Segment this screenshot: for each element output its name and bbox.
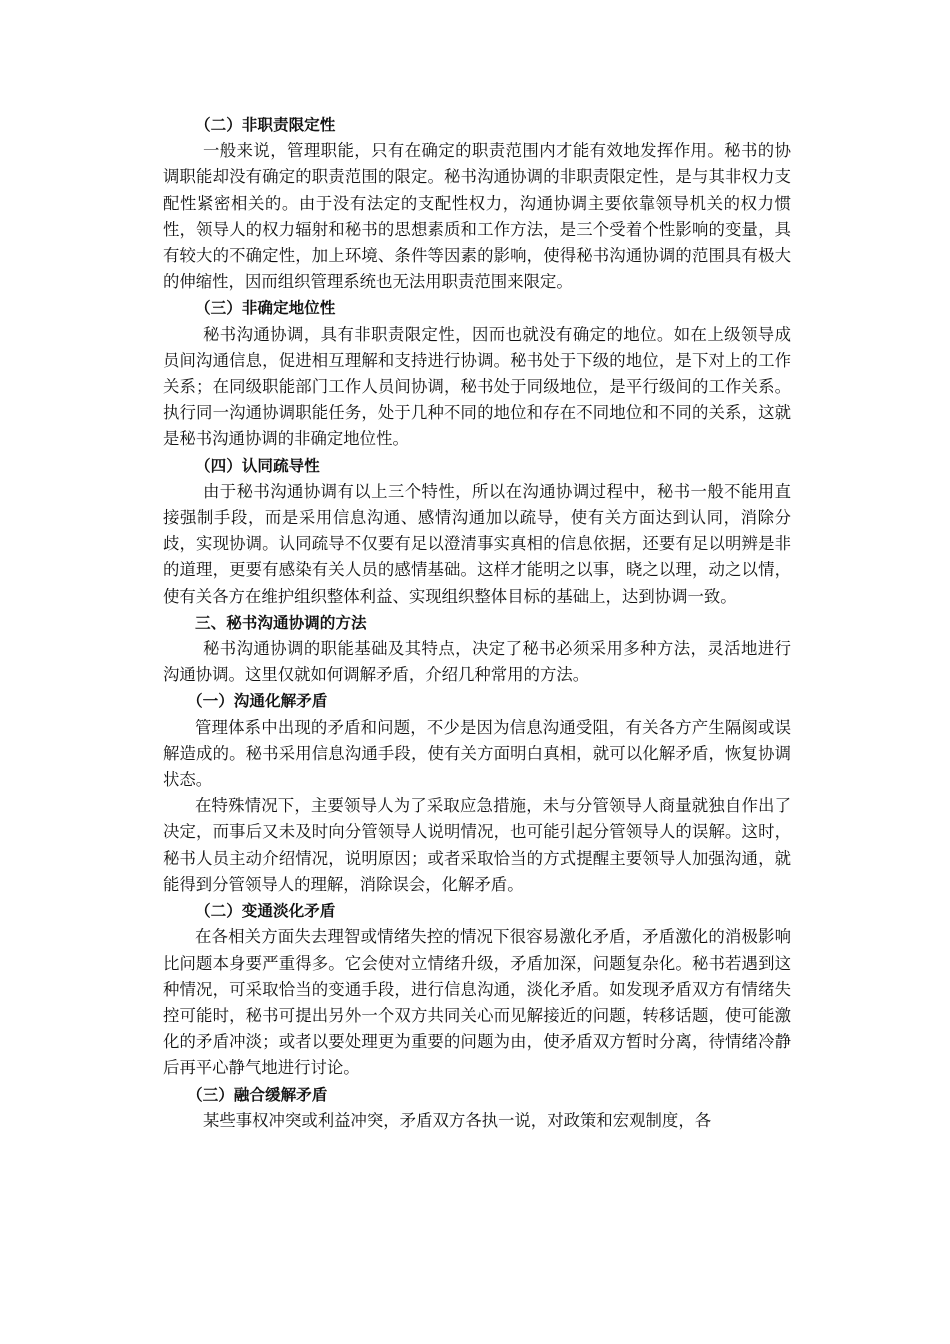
heading-3-non-fixed-position: （三）非确定地位性 [195, 299, 336, 318]
section-heading-methods: 三、秘书沟通协调的方法 [195, 613, 367, 632]
paragraph: 在各相关方面失去理智或情绪失控的情况下很容易激化矛盾，矛盾激化的消极影响比问题本身要严重得多。它会使对立情绪升级，矛盾加深，问题复杂化。秘书若遇到这种情况，可采取恰当的变通手段，进行信息沟通，淡化矛盾。如发现矛盾双方有情绪失控可能时，秘书可提出另外一个双方共同关心而见解接近的问题，转移话题，使可能激化的矛盾冲淡；或者以要处理更为重要的问题为由，使矛盾双方暂时分离，待情绪冷静后再平心静气地进行讨论。 [163, 927, 791, 1078]
heading-1-communication: （一）沟通化解矛盾 [187, 692, 328, 711]
paragraph: 秘书沟通协调，具有非职责限定性，因而也就没有确定的地位。如在上级领导成员间沟通信息，促进相互理解和支持进行协调。秘书处于下级的地位，是下对上的工作关系；在同级职能部门工作人员间协调，秘书处于同级地位，是平行级间的工作关系。执行同一沟通协调职能任务，处于几种不同的地位和存在不同地位和不同的关系，这就是秘书沟通协调的非确定地位性。 [163, 324, 791, 449]
document-page [163, 112, 791, 1134]
heading-3-fusion: （三）融合缓解矛盾 [187, 1085, 328, 1104]
heading-4-recognition-guidance: （四）认同疏导性 [195, 456, 320, 475]
heading-2-flexibility: （二）变通淡化矛盾 [195, 902, 336, 921]
paragraph: 在特殊情况下，主要领导人为了采取应急措施，未与分管领导人商量就独自作出了决定，而事后又未及时向分管领导人说明情况，也可能引起分管领导人的误解。这时，秘书人员主动介绍情况，说明原因；或者采取恰当的方式提醒主要领导人加强沟通，就能得到分管领导人的理解，消除误会，化解矛盾。 [163, 796, 791, 894]
heading-2-non-responsibility: （二）非职责限定性 [195, 116, 336, 134]
paragraph: 管理体系中出现的矛盾和问题，不少是因为信息沟通受阻，有关各方产生隔阂或误解造成的。秘书采用信息沟通手段，使有关方面明白真相，就可以化解矛盾，恢复协调状态。 [163, 717, 791, 790]
paragraph: 某些事权冲突或利益冲突，矛盾双方各执一说，对政策和宏观制度，各 [203, 1110, 712, 1130]
paragraph: 一般来说，管理职能，只有在确定的职责范围内才能有效地发挥作用。秘书的协调职能却没有确定的职责范围的限定。秘书沟通协调的非职责限定性，是与其非权力支配性紧密相关的。由于没有法定的支配性权力，沟通协调主要依靠领导机关的权力惯性，领导人的权力辐射和秘书的思想素质和工作方法，是三个受着个性影响的变量，具有较大的不确定性，加上环境、条件等因素的影响，使得秘书沟通协调的范围具有极大的伸缩性，因而组织管理系统也无法用职责范围来限定。 [163, 141, 791, 292]
paragraph: 由于秘书沟通协调有以上三个特性，所以在沟通协调过程中，秘书一般不能用直接强制手段，而是采用信息沟通、感情沟通加以疏导，使有关方面达到认同，消除分歧，实现协调。认同疏导不仅要有足以澄清事实真相的信息依据，还要有足以明辨是非的道理，更要有感染有关人员的感情基础。这样才能明之以事，晓之以理，动之以情，使有关各方在维护组织整体利益、实现组织整体目标的基础上，达到协调一致。 [163, 481, 791, 606]
paragraph: 秘书沟通协调的职能基础及其特点，决定了秘书必须采用多种方法，灵活地进行沟通协调。这里仅就如何调解矛盾，介绍几种常用的方法。 [163, 639, 791, 685]
